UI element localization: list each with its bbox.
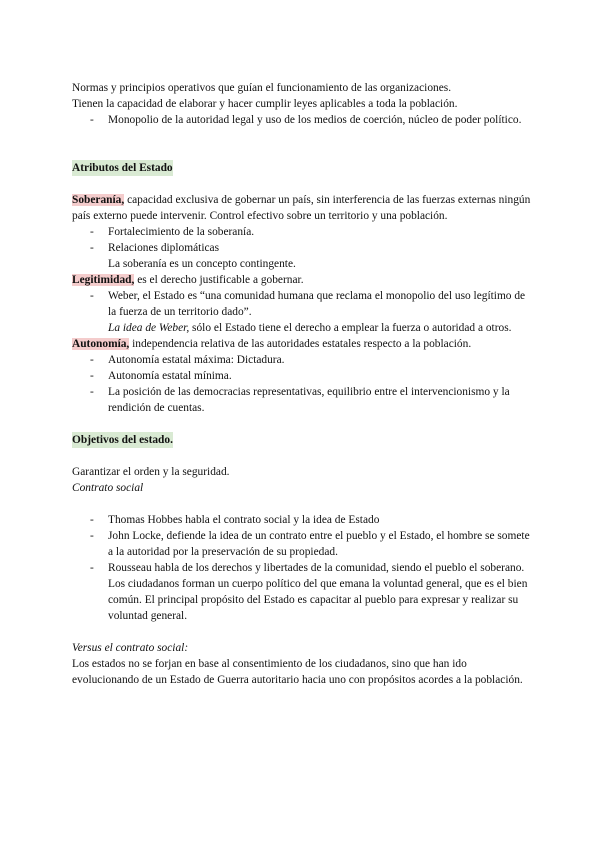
intro-line-1: Normas y principios operativos que guían el funcionamiento de las organizaciones. <box>72 82 452 94</box>
autonomia-term: Autonomía, <box>72 338 130 350</box>
autonomia-bullet-3: - La posición de las democracias representativas, equilibrio entre el intervencionismo y la rendición de cuentas. <box>72 384 532 416</box>
legitimidad-bullet-1: - Weber, el Estado es “una comunidad humana que reclama el monopolio del uso legítimo de la fuerza de un territorio dado”. <box>72 288 532 320</box>
autonomia-bullet-1: - Autonomía estatal máxima: Dictadura. <box>72 352 532 368</box>
versus-label: Versus el contrato social: <box>72 642 189 654</box>
autonomia-paragraph <box>72 336 532 352</box>
objetivos-line-1: Garantizar el orden y la seguridad. <box>72 466 230 478</box>
objetivos-heading: Objetivos del estado. <box>72 434 173 446</box>
objetivos-heading-line <box>72 432 532 448</box>
contrato-bullet-1: - Thomas Hobbes habla el contrato social y la idea de Estado <box>72 512 532 528</box>
soberania-text: capacidad exclusiva de gobernar un país, sin interferencia de las fuerzas externas ningún país externo puede intervenir. Control efectivo sobre un territorio y una población. <box>72 194 531 222</box>
atributos-heading-line <box>72 160 532 176</box>
spacer <box>72 176 532 192</box>
autonomia-bullet-2: - Autonomía estatal mínima. <box>72 368 532 384</box>
legitimidad-term: Legitimidad, <box>72 274 135 286</box>
soberania-note: La soberanía es un concepto contingente. <box>108 258 296 270</box>
legitimidad-note-rest: sólo el Estado tiene el derecho a emplear la fuerza o autoridad a otros. <box>189 322 512 334</box>
soberania-bullet-1: - Fortalecimiento de la soberanía. <box>72 224 532 240</box>
spacer <box>72 128 532 160</box>
soberania-paragraph <box>72 192 532 224</box>
legitimidad-note-italic: La idea de Weber, <box>108 322 190 334</box>
legitimidad-text: es el derecho justificable a gobernar. <box>134 274 304 286</box>
contrato-bullet-2: - John Locke, defiende la idea de un contrato entre el pueblo y el Estado, el hombre se somete a la autoridad por la preservación de su propiedad. <box>72 528 532 560</box>
legitimidad-note <box>72 320 532 336</box>
soberania-bullet-2: - Relaciones diplomáticas <box>72 240 532 256</box>
spacer <box>72 496 532 512</box>
contrato-social-label: Contrato social <box>72 482 144 494</box>
versus-subheading <box>72 640 532 656</box>
atributos-heading: Atributos del Estado <box>72 162 173 174</box>
spacer <box>72 416 532 432</box>
spacer <box>72 448 532 464</box>
document-page <box>72 80 532 688</box>
legitimidad-paragraph <box>72 272 532 288</box>
contrato-bullet-3: - Rousseau habla de los derechos y libertades de la comunidad, siendo el pueblo el soberano. Los ciudadanos forman un cuerpo político del que emana la voluntad general, que es el bien común. El principal propósito del Estado es capacitar al pueblo para expresar y realizar su voluntad general. <box>72 560 532 624</box>
spacer <box>72 624 532 640</box>
autonomia-text: independencia relativa de las autoridades estatales respecto a la población. <box>129 338 472 350</box>
intro-line-2: Tienen la capacidad de elaborar y hacer cumplir leyes aplicables a toda la población. <box>72 98 458 110</box>
versus-paragraph: Los estados no se forjan en base al consentimiento de los ciudadanos, sino que han ido evolucionando de un Estado de Guerra autoritario hacia uno con propósitos acordes a la población. <box>72 658 523 686</box>
intro-bullet-1: - Monopolio de la autoridad legal y uso de los medios de coerción, núcleo de poder político. <box>72 112 532 128</box>
soberania-term: Soberanía, <box>72 194 125 206</box>
contrato-social-subheading <box>72 480 532 496</box>
